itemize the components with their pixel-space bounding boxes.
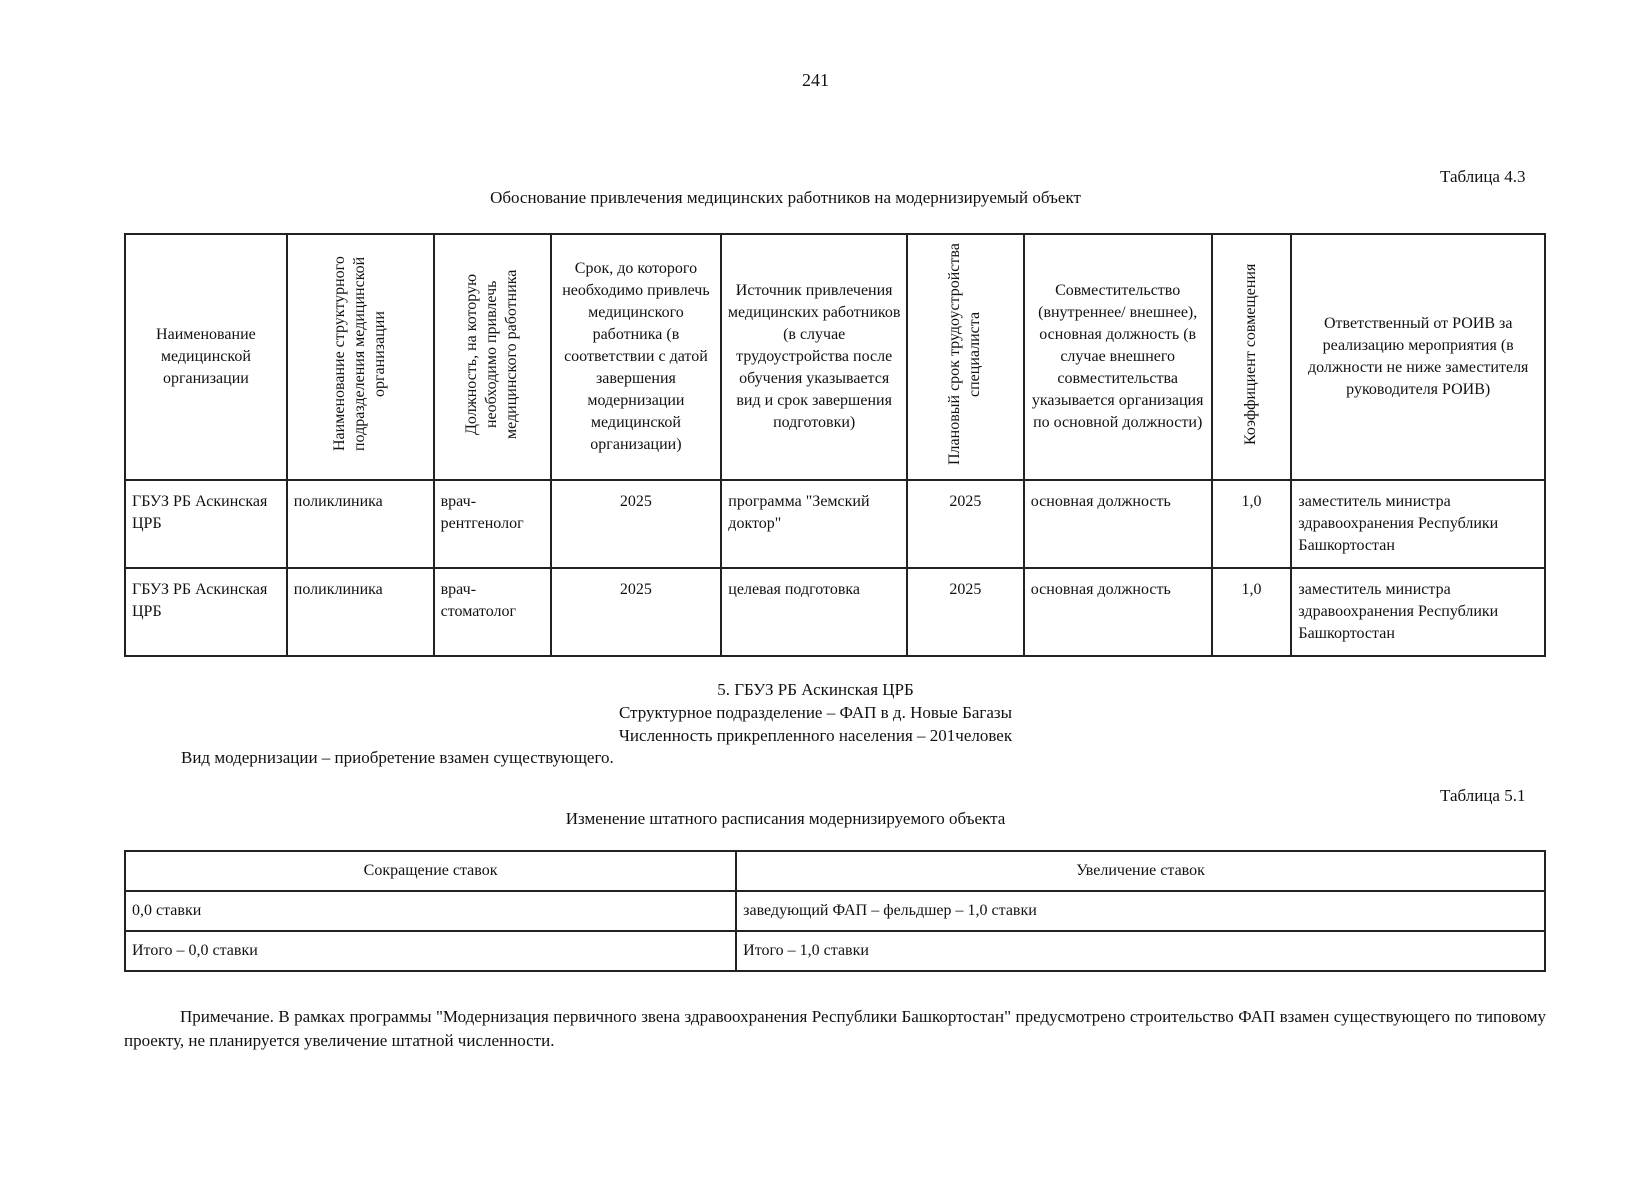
cell-reduction: 0,0 ставки [125, 891, 736, 931]
header-position-text: Должность, на которую необходимо привлечь медицинского работника [463, 268, 521, 439]
table-5-1-title: Изменение штатного расписания модернизируемого объекта [565, 809, 1006, 828]
header-reduction: Сокращение ставок [125, 851, 736, 891]
cell-combination: основная должность [1024, 480, 1212, 568]
page-number: 241 [802, 70, 829, 90]
table-row [125, 568, 1545, 656]
cell-increase-total: Итого – 1,0 ставки [736, 931, 1545, 971]
table-4-3 [124, 233, 1546, 657]
cell-org: ГБУЗ РБ Аскинская ЦРБ [125, 568, 287, 656]
cell-coef: 1,0 [1212, 480, 1292, 568]
section-population: Численность прикрепленного населения – 201человек [618, 726, 1013, 745]
table-row [125, 891, 1545, 931]
header-position [434, 234, 551, 480]
table-row [125, 931, 1545, 971]
cell-planned: 2025 [907, 568, 1024, 656]
cell-combination: основная должность [1024, 568, 1212, 656]
table-4-3-title: Обоснование привлечения медицинских работников на модернизируемый объект [490, 188, 1081, 207]
section-subdivision: Структурное подразделение – ФАП в д. Новые Багазы [618, 703, 1013, 722]
header-increase: Увеличение ставок [736, 851, 1545, 891]
table-5-1-label: Таблица 5.1 [1440, 786, 1526, 805]
cell-responsible: заместитель министра здравоохранения Республики Башкортостан [1291, 480, 1545, 568]
cell-deadline: 2025 [551, 568, 722, 656]
table-header-row [125, 851, 1545, 891]
section-heading: 5. ГБУЗ РБ Аскинская ЦРБ [717, 680, 914, 699]
cell-unit: поликлиника [287, 480, 434, 568]
header-org: Наименование медицинской организации [125, 234, 287, 480]
cell-reduction-total: Итого – 0,0 ставки [125, 931, 736, 971]
table-row [125, 480, 1545, 568]
header-source: Источник привлечения медицинских работников (в случае трудоустройства после обучения указывается вид и срок завершения подготовки) [721, 234, 907, 480]
header-unit [287, 234, 434, 480]
header-coef-text: Коэффициент совмещения [1242, 262, 1260, 445]
cell-source: программа "Земский доктор" [721, 480, 907, 568]
cell-position: врач-стоматолог [434, 568, 551, 656]
note: Примечание. В рамках программы "Модернизация первичного звена здравоохранения Республики Башкортостан" предусмотрено строительство ФАП взамен существующего по типовому проекту, не планируется увеличение штатной численности. [124, 1007, 1546, 1050]
header-unit-text: Наименование структурного подразделения медицинской организации [331, 256, 389, 451]
header-responsible: Ответственный от РОИВ за реализацию мероприятия (в должности не ниже заместителя руководителя РОИВ) [1291, 234, 1545, 480]
table-header-row [125, 234, 1545, 480]
cell-deadline: 2025 [551, 480, 722, 568]
header-deadline: Срок, до которого необходимо привлечь медицинского работника (в соответствии с датой завершения модернизации медицинской организации) [551, 234, 722, 480]
cell-coef: 1,0 [1212, 568, 1292, 656]
cell-unit: поликлиника [287, 568, 434, 656]
header-planned [907, 234, 1024, 480]
header-combination: Совместительство (внутреннее/ внешнее), основная должность (в случае внешнего совместительства указывается организация по основной должности) [1024, 234, 1212, 480]
cell-org: ГБУЗ РБ Аскинская ЦРБ [125, 480, 287, 568]
table-4-3-label: Таблица 4.3 [1440, 167, 1526, 186]
header-coef [1212, 234, 1292, 480]
header-planned-text: Плановый срок трудоустройства специалиста [946, 242, 984, 465]
table-5-1 [124, 850, 1546, 972]
cell-increase: заведующий ФАП – фельдшер – 1,0 ставки [736, 891, 1545, 931]
cell-planned: 2025 [907, 480, 1024, 568]
cell-source: целевая подготовка [721, 568, 907, 656]
modernization-type: Вид модернизации – приобретение взамен существующего. [181, 748, 614, 767]
cell-responsible: заместитель министра здравоохранения Республики Башкортостан [1291, 568, 1545, 656]
cell-position: врач-рентгенолог [434, 480, 551, 568]
